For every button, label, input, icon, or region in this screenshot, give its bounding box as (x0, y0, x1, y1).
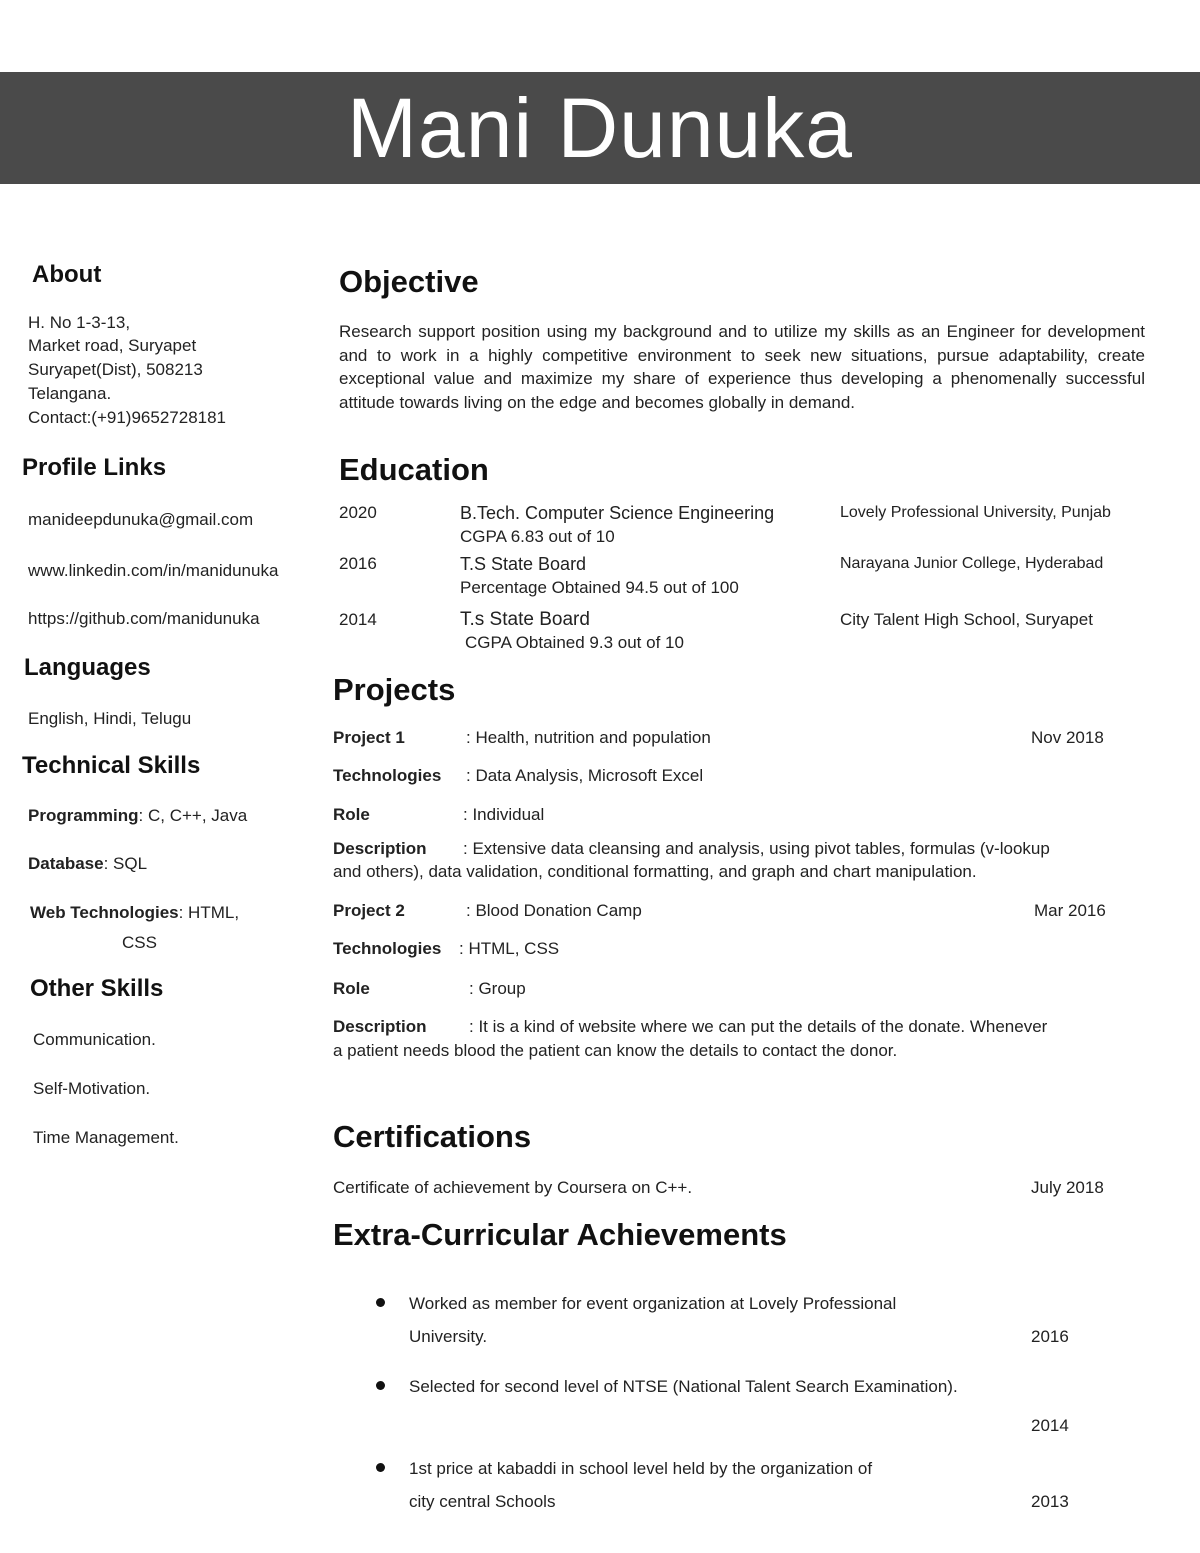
bullet-icon (376, 1381, 385, 1390)
address-line: Telangana. (28, 384, 112, 403)
project-title-label: Project 2 (333, 901, 405, 920)
project-date: Nov 2018 (1031, 728, 1104, 747)
education-heading: Education (339, 452, 489, 487)
candidate-name: Mani Dunuka (347, 81, 853, 175)
achievement-year: 2014 (1031, 1416, 1069, 1435)
project-desc: : Extensive data cleansing and analysis, using pivot tables, formulas (v-lookup (463, 839, 1050, 858)
email-link[interactable]: manideepdunuka@gmail.com (28, 510, 254, 529)
education-school: Lovely Professional University, Punjab (840, 504, 1111, 521)
bullet-icon (376, 1298, 385, 1307)
project-tech-label: Technologies (333, 939, 442, 958)
skill-label: Database (28, 854, 104, 873)
education-year: 2020 (339, 503, 377, 522)
certification-date: July 2018 (1031, 1178, 1104, 1197)
bullet-icon (376, 1463, 385, 1472)
skill-value: : HTML, (178, 903, 240, 922)
education-degree: T.S State Board (460, 554, 587, 574)
skill-database (28, 854, 147, 874)
other-skill-item: Time Management. (33, 1128, 179, 1147)
achievement-text: Worked as member for event organization at Lovely Professional (409, 1294, 897, 1313)
education-year: 2016 (339, 554, 377, 573)
project-desc-label: Description (333, 1017, 427, 1036)
project-tech: : HTML, CSS (459, 939, 560, 958)
projects-heading: Projects (333, 672, 456, 707)
languages-list: English, Hindi, Telugu (28, 709, 192, 728)
technical-skills-heading: Technical Skills (22, 752, 201, 779)
linkedin-link[interactable]: www.linkedin.com/in/manidunuka (28, 561, 279, 580)
profile-links-heading: Profile Links (22, 454, 167, 481)
education-year: 2014 (339, 610, 377, 629)
contact-phone: Contact:(+91)9652728181 (28, 408, 227, 427)
skill-web (30, 903, 239, 923)
other-skills-heading: Other Skills (30, 975, 164, 1002)
achievement-year: 2013 (1031, 1492, 1069, 1511)
about-heading: About (32, 261, 102, 288)
project-tech: : Data Analysis, Microsoft Excel (466, 766, 704, 785)
project-title: : Health, nutrition and population (466, 728, 711, 747)
objective-text: Research support position using my background and to utilize my skills as an Engineer for development and to work in a highly competitive environment to seek new situations, pursue adaptability, create exceptional value and maximize my share of experience thus developing a phenomenally successful attitude towards living on the edge and becomes globally in demand. (339, 322, 1145, 412)
education-school: City Talent High School, Suryapet (840, 610, 1093, 629)
github-link[interactable]: https://github.com/manidunuka (28, 609, 260, 628)
project-desc-continued: and others), data validation, conditional formatting, and graph and chart manipulation. (333, 862, 977, 881)
skill-value: : SQL (103, 854, 148, 873)
project-role: : Individual (463, 805, 545, 824)
skill-web-continued: CSS (122, 933, 157, 952)
other-skill-item: Self-Motivation. (33, 1079, 151, 1098)
education-detail: CGPA 6.83 out of 10 (460, 527, 615, 546)
project-title: : Blood Donation Camp (466, 901, 642, 920)
achievement-year: 2016 (1031, 1327, 1069, 1346)
address-line: Market road, Suryapet (28, 336, 197, 355)
skill-value: : C, C++, Java (138, 806, 248, 825)
achievement-text: 1st price at kabaddi in school level held by the organization of (409, 1459, 873, 1478)
achievement-text-continued: city central Schools (409, 1492, 556, 1511)
objective-heading: Objective (339, 264, 479, 299)
certifications-heading: Certifications (333, 1119, 532, 1154)
other-skill-item: Communication. (33, 1030, 156, 1049)
project-date: Mar 2016 (1034, 901, 1106, 920)
skill-programming (28, 806, 247, 826)
project-role-label: Role (333, 979, 370, 998)
skill-label: Programming (28, 806, 139, 825)
project-role: : Group (469, 979, 526, 998)
project-desc: : It is a kind of website where we can put the details of the donate. Whenever (469, 1017, 1048, 1036)
skill-label: Web Technologies (30, 903, 179, 922)
project-desc-continued: a patient needs blood the patient can know the details to contact the donor. (333, 1041, 898, 1060)
extra-curricular-heading: Extra-Curricular Achievements (333, 1217, 787, 1252)
education-detail: Percentage Obtained 94.5 out of 100 (460, 578, 739, 597)
address-line: H. No 1-3-13, (28, 313, 131, 332)
certification-text: Certificate of achievement by Coursera on C++. (333, 1178, 693, 1197)
education-school: Narayana Junior College, Hyderabad (840, 555, 1104, 572)
education-degree: T.s State Board (460, 609, 590, 630)
project-role-label: Role (333, 805, 370, 824)
achievement-text: Selected for second level of NTSE (National Talent Search Examination). (409, 1377, 958, 1396)
education-degree: B.Tech. Computer Science Engineering (460, 503, 775, 523)
project-desc-label: Description (333, 839, 427, 858)
achievement-text-continued: University. (409, 1327, 488, 1346)
project-tech-label: Technologies (333, 766, 442, 785)
project-title-label: Project 1 (333, 728, 405, 747)
address-line: Suryapet(Dist), 508213 (28, 360, 203, 379)
languages-heading: Languages (24, 654, 151, 681)
education-detail: CGPA Obtained 9.3 out of 10 (465, 633, 684, 652)
